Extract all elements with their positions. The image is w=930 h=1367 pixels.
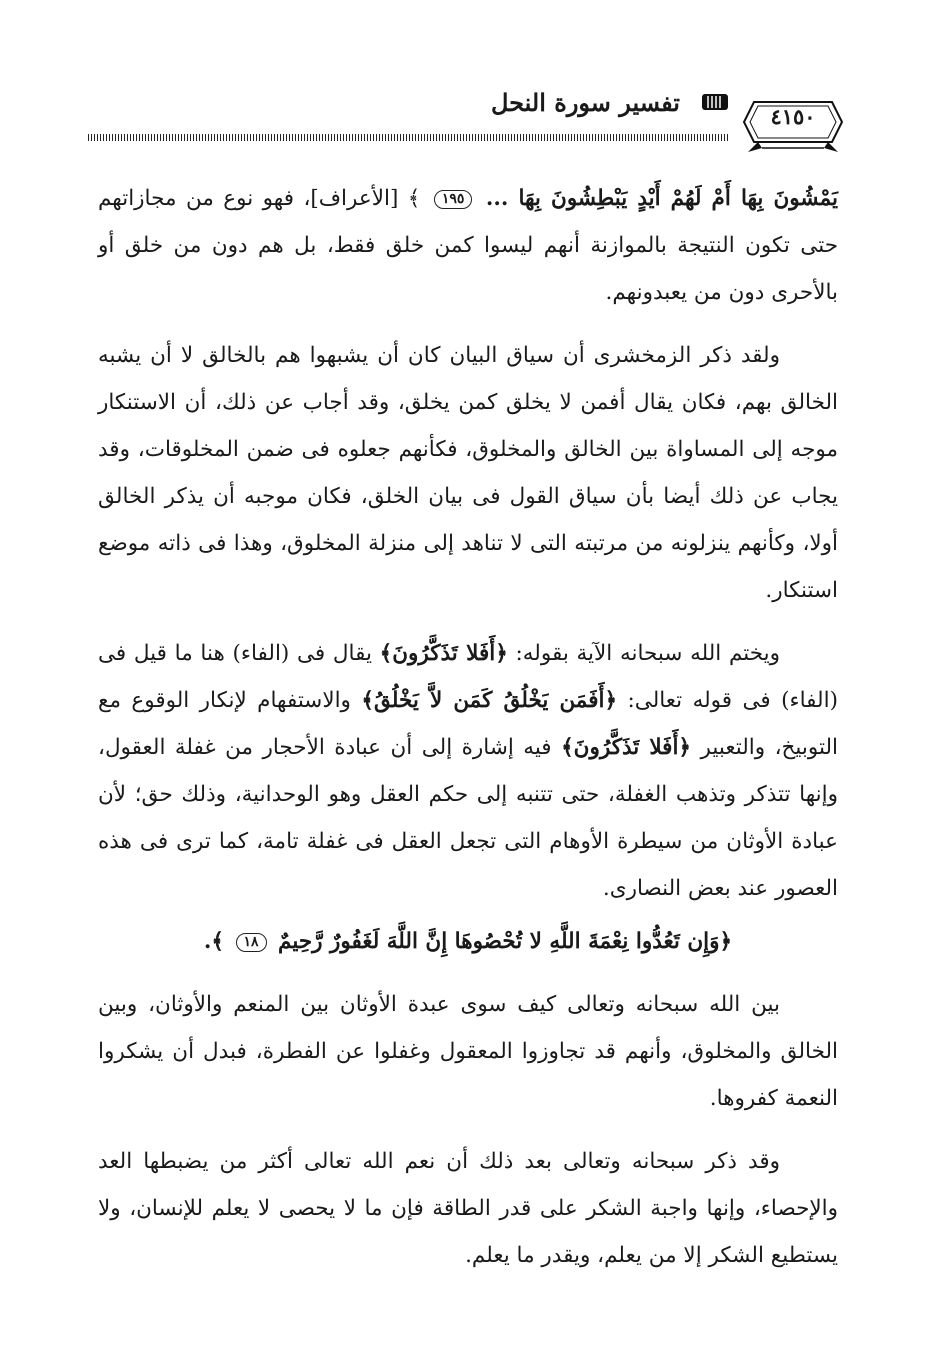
paragraph-text: فيه إشارة إلى أن عبادة الأحجار من غفلة العقول، وإنها تتذكر وتذهب الغفلة، حتى تتنبه إلى حكم العقل وهو الوحدانية، وذلك حق؛ لأن عبادة الأوثان من سيطرة الأوهام التى تجعل العقل فى غفلة تامة، كما ترى فى هذه العصور عند بعض النصارى.	[98, 735, 838, 901]
paragraph: وقد ذكر سبحانه وتعالى بعد ذلك أن نعم الله تعالى أكثر من يضبطها العد والإحصاء، وإنها واجبة الشكر على قدر الطاقة فإن ما لا يحصى لا يعلم للإنسان، ولا يستطيع الشكر إلا من يعلم، ويقدر ما يعلم.	[98, 1149, 838, 1268]
verse-heading	[98, 918, 838, 965]
verse-end: ﴾.	[203, 929, 224, 954]
quran-quote: يَمْشُونَ بِهَا أَمْ لَهُمْ أَيْدٍ يَبْطِشُونَ بِهَا ...	[485, 186, 838, 211]
header-rule	[88, 134, 730, 141]
paragraph: ولقد ذكر الزمخشرى أن سياق البيان كان أن يشبهوا هم بالخالق لا أن يشبه الخالق بهم، فكان يقال أفمن لا يخلق كمن يخلق، وقد أجاب عن ذلك، أن الاستنكار موجه إلى المساواة بين الخالق والمخلوق، فكأنهم جعلوه فى ضمن المخلوقات، وقد يجاب عن ذلك أيضا بأن سياق القول فى بيان الخلق، فكان موجبه أن يذكر الخالق أولا، وكأنهم ينزلونه من مرتبته التى لا تناهد إلى منزلة المخلوق، وهذا فى ذاته موضع استنكار.	[98, 343, 838, 603]
paragraph	[98, 175, 838, 316]
paragraph: بين الله سبحانه وتعالى كيف سوى عبدة الأوثان بين المنعم والأوثان، وبين الخالق والمخلوق، وأنهم قد تجاوزوا المعقول وغفلوا عن الفطرة، فبدل أن يشكروا النعمة كفروها.	[98, 992, 838, 1111]
paragraph-text: ﴾ [الأعراف]، فهو نوع من مجازاتهم حتى تكون النتيجة بالموازنة أنهم ليسوا كمن خلق فقط، بل هم دون من خلق أو بالأحرى دون من يعبدونهم.	[98, 186, 838, 305]
paragraph-text: يقال فى (الفاء) هنا ما قيل فى (الفاء) فى قوله تعالى:	[98, 641, 838, 713]
page-number: ٤١٥٠	[770, 104, 816, 129]
running-title: تفسير سورة النحل	[491, 88, 680, 117]
paragraph-text: ويختم الله سبحانه الآية بقوله:	[515, 641, 780, 666]
quran-quote: ﴿أَفَمَن يَخْلُقُ كَمَن لاَّ يَخْلُقُ﴾	[361, 688, 618, 713]
paragraph-text: والاستفهام لإنكار الوقوع مع التوبيخ، والتعبير	[98, 688, 838, 760]
page-header	[88, 80, 848, 160]
page-body	[98, 175, 838, 1279]
quran-quote: ﴿أَفَلا تَذَكَّرُونَ﴾	[561, 735, 692, 760]
verse-text: ﴿وَإِن تَعُدُّوا نِعْمَةَ اللَّهِ لا تُحْصُوهَا إِنَّ اللَّهَ لَغَفُورٌ رَّحِيمٌ	[278, 929, 733, 954]
paragraph	[98, 630, 838, 912]
ornament-icon	[700, 92, 730, 112]
ayah-number: ١٨	[236, 933, 267, 952]
ayah-number: ١٩٥	[434, 190, 473, 209]
quran-quote: ﴿أَفَلا تَذَكَّرُونَ﴾	[379, 641, 508, 666]
